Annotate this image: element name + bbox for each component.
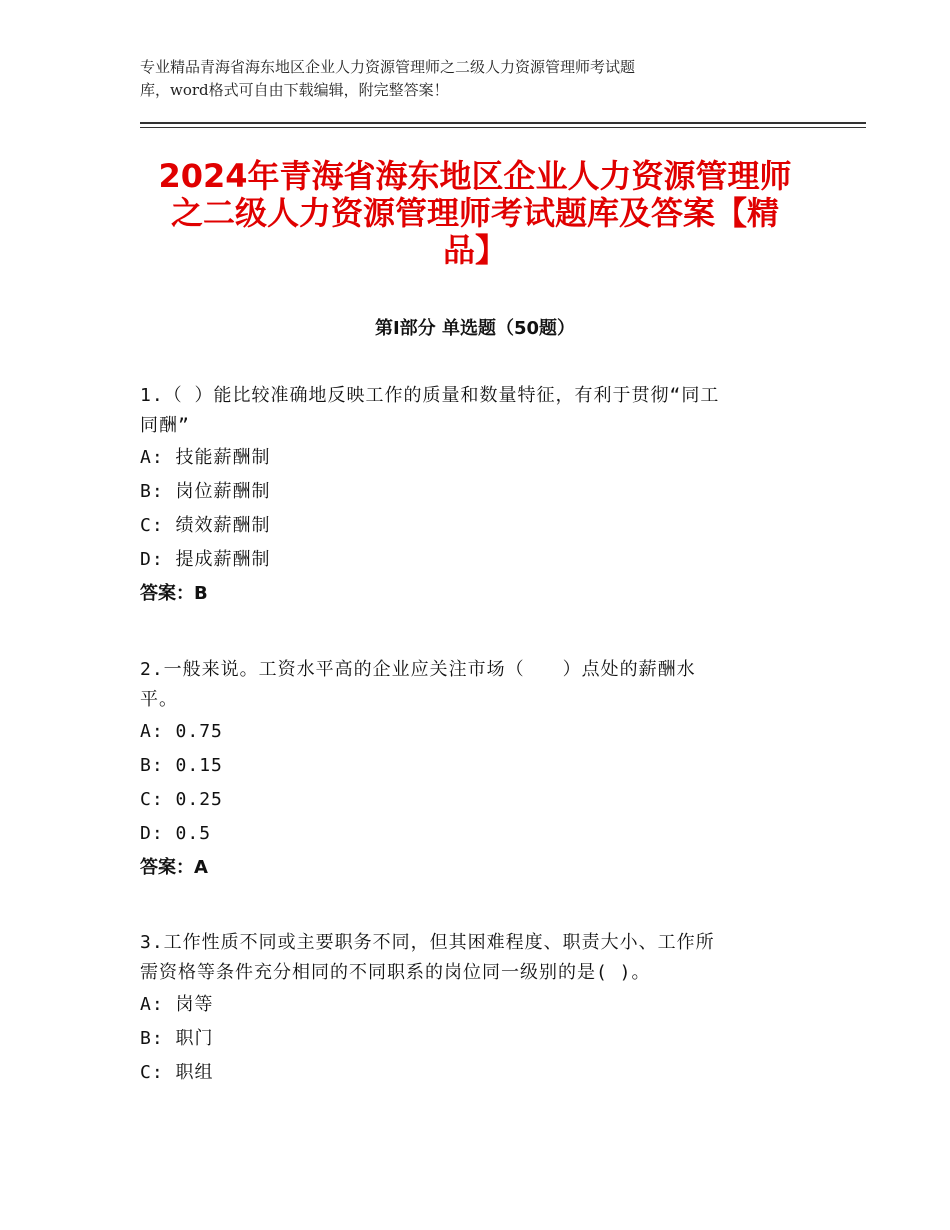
option-text: 技能薪酬制 [175,447,271,468]
option-letter: C: [140,789,164,810]
question-1 [140,381,820,611]
option-a [140,988,820,1022]
option-a [140,441,820,475]
stem-line-2: 平。 [140,689,178,710]
answer-label: 答案：A [140,857,208,878]
question-stem [140,928,820,988]
document-title [130,158,820,269]
option-text: 0.75 [175,721,223,742]
option-text: 职组 [175,1062,214,1083]
answer-label: 答案：B [140,583,208,604]
option-b [140,475,820,509]
option-text: 岗位薪酬制 [175,481,271,502]
question-stem [140,655,820,715]
stem-line-1: 2.一般来说。工资水平高的企业应关注市场（ ）点处的薪酬水 [140,659,696,680]
option-letter: D: [140,823,164,844]
question-2 [140,655,820,885]
option-c [140,1056,820,1090]
option-b [140,749,820,783]
option-text: 绩效薪酬制 [175,515,271,536]
stem-line-2: 需资格等条件充分相同的不同职系的岗位同一级别的是( )。 [140,962,651,983]
title-line-1: 2024年青海省海东地区企业人力资源管理师 [158,157,792,195]
option-text: 0.5 [175,823,212,844]
question-stem [140,381,820,441]
option-d [140,817,820,851]
header-line-2: 库，word格式可自由下载编辑，附完整答案！ [140,81,449,99]
option-a [140,715,820,749]
stem-line-1: 3.工作性质不同或主要职务不同，但其困难程度、职责大小、工作所 [140,932,715,953]
option-letter: C: [140,1062,164,1083]
option-text: 0.15 [175,755,223,776]
option-letter: B: [140,755,164,776]
option-letter: A: [140,721,164,742]
title-line-2: 之二级人力资源管理师考试题库及答案【精 [170,194,779,232]
option-c [140,783,820,817]
option-letter: A: [140,994,164,1015]
stem-line-1: 1.（ ）能比较准确地反映工作的质量和数量特征，有利于贯彻“同工 [140,385,720,406]
question-3 [140,928,820,1090]
option-b [140,1022,820,1056]
option-d [140,543,820,577]
header-rule-thick [140,122,866,124]
header-rule-thin [140,127,866,128]
option-c [140,509,820,543]
option-text: 提成薪酬制 [175,549,271,570]
option-letter: A: [140,447,164,468]
option-letter: C: [140,515,164,536]
header-line-1: 专业精品青海省海东地区企业人力资源管理师之二级人力资源管理师考试题 [140,58,636,76]
option-text: 岗等 [175,994,214,1015]
option-letter: B: [140,481,164,502]
stem-line-2: 同酬” [140,415,190,436]
option-text: 0.25 [175,789,223,810]
title-line-3: 品】 [442,231,507,269]
option-letter: D: [140,549,164,570]
section-title: 第Ⅰ部分 单选题（50题） [374,318,575,339]
option-text: 职门 [175,1028,214,1049]
page-header [140,56,780,102]
option-letter: B: [140,1028,164,1049]
